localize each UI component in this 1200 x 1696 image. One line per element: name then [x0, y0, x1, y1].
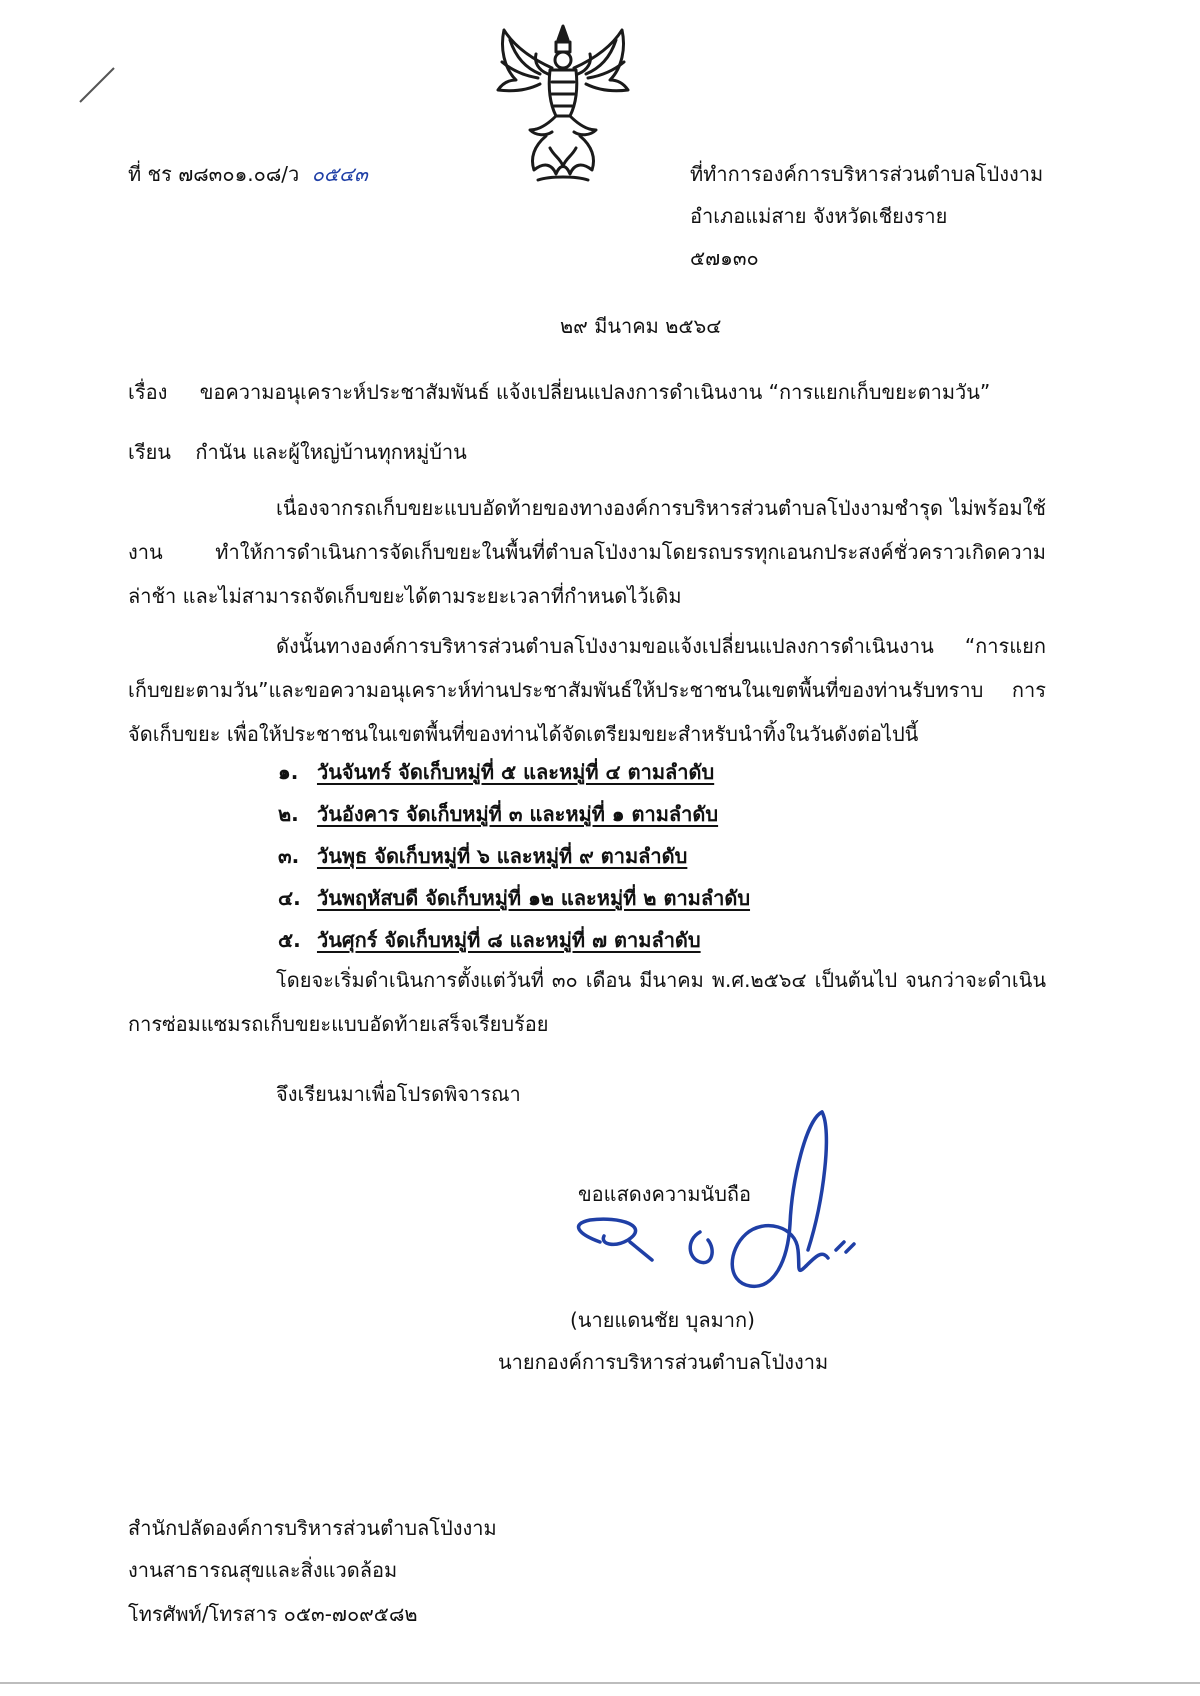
- schedule-item-text: วันพุธ จัดเก็บหมู่ที่ ๖ และหมู่ที่ ๙ ตามลำดับ: [316, 844, 688, 868]
- schedule-item-number: ๓.: [278, 844, 300, 868]
- schedule-item: [278, 756, 714, 788]
- pen-mark: [78, 64, 118, 106]
- recipient-line: [128, 438, 467, 466]
- reference-number-text: ที่ ชร ๗๘๓๐๑.๐๘/ว: [128, 162, 300, 186]
- signatory-name: (นายแดนชัย บุลมาก): [570, 1308, 755, 1332]
- office-address-line-1: ที่ทำการองค์การบริหารส่วนตำบลโป่งงาม: [690, 162, 1044, 186]
- schedule-item-text: วันจันทร์ จัดเก็บหมู่ที่ ๕ และหมู่ที่ ๔ ตามลำดับ: [316, 760, 715, 784]
- body-paragraph-1-text: เนื่องจากรถเก็บขยะแบบอัดท้ายของทางองค์การบริหารส่วนตำบลโป่งงามชำรุด ไม่พร้อมใช้งาน ทำให้การดำเนินการจัดเก็บขยะในพื้นที่ตำบลโป่งงามโดยรถบรรทุกเอนกประสงค์ชั่วคราวเกิดความล่าช้า และไม่สามารถจัดเก็บขยะได้ตามระยะเวลาที่กำหนดไว้เดิม: [128, 496, 1046, 608]
- office-postal-code: ๕๗๑๓๐: [690, 246, 759, 270]
- closing-request: จึงเรียนมาเพื่อโปรดพิจารณา: [276, 1082, 521, 1106]
- office-address-line-2: อำเภอแม่สาย จังหวัดเชียงราย: [690, 204, 948, 228]
- reference-number-handwritten: ๐๕๔๓: [311, 162, 368, 186]
- body-paragraph-1: [128, 486, 1046, 618]
- body-paragraph-3: [128, 958, 1046, 1046]
- footer-section: งานสาธารณสุขและสิ่งแวดล้อม: [128, 1558, 398, 1582]
- signatory-position: นายกองค์การบริหารส่วนตำบลโป่งงาม: [498, 1350, 829, 1374]
- signature-salutation: ขอแสดงความนับถือ: [578, 1182, 752, 1206]
- schedule-item-text: วันอังคาร จัดเก็บหมู่ที่ ๓ และหมู่ที่ ๑ ตามลำดับ: [316, 802, 719, 826]
- recipient-label: เรียน: [128, 440, 171, 464]
- footer-phone: โทรศัพท์/โทรสาร ๐๕๓-๗๐๙๕๘๒: [128, 1602, 418, 1626]
- subject-text: ขอความอนุเคราะห์ประชาสัมพันธ์ แจ้งเปลี่ยนแปลงการดำเนินงาน “การแยกเก็บขยะตามวัน”: [199, 380, 991, 404]
- footer-department: สำนักปลัดองค์การบริหารส่วนตำบลโป่งงาม: [128, 1516, 497, 1540]
- scan-edge-line: [0, 1682, 1200, 1684]
- schedule-item: [278, 924, 701, 956]
- schedule-item-text: วันศุกร์ จัดเก็บหมู่ที่ ๘ และหมู่ที่ ๗ ตามลำดับ: [316, 928, 701, 952]
- subject-line: [128, 378, 990, 406]
- body-paragraph-3-text: โดยจะเริ่มดำเนินการตั้งแต่วันที่ ๓๐ เดือน มีนาคม พ.ศ.๒๕๖๔ เป็นต้นไป จนกว่าจะดำเนินการซ่อมแซมรถเก็บขยะแบบอัดท้ายเสร็จเรียบร้อย: [128, 968, 1046, 1036]
- subject-label: เรื่อง: [128, 380, 168, 404]
- recipient-text: กำนัน และผู้ใหญ่บ้านทุกหมู่บ้าน: [195, 440, 467, 464]
- reference-number: [128, 160, 368, 188]
- schedule-item: [278, 840, 687, 872]
- handwritten-signature: [560, 1100, 900, 1310]
- schedule-item-number: ๕.: [278, 928, 301, 952]
- body-paragraph-2: [128, 624, 1046, 756]
- schedule-item-number: ๑.: [278, 760, 299, 784]
- schedule-item: [278, 882, 750, 914]
- schedule-item-text: วันพฤหัสบดี จัดเก็บหมู่ที่ ๑๒ และหมู่ที่ ๒ ตามลำดับ: [316, 886, 751, 910]
- schedule-item-number: ๒.: [278, 802, 299, 826]
- letter-date: ๒๙ มีนาคม ๒๕๖๔: [560, 314, 722, 338]
- garuda-emblem: [490, 18, 636, 190]
- schedule-item-number: ๔.: [278, 886, 301, 910]
- body-paragraph-2-text: ดังนั้นทางองค์การบริหารส่วนตำบลโป่งงามขอแจ้งเปลี่ยนแปลงการดำเนินงาน “การแยกเก็บขยะตามวัน”และขอความอนุเคราะห์ท่านประชาสัมพันธ์ให้ประชาชนในเขตพื้นที่ของท่านรับทราบ การจัดเก็บขยะ เพื่อให้ประชาชนในเขตพื้นที่ของท่านได้จัดเตรียมขยะสำหรับนำทิ้งในวันดังต่อไปนี้: [128, 634, 1046, 746]
- schedule-item: [278, 798, 718, 830]
